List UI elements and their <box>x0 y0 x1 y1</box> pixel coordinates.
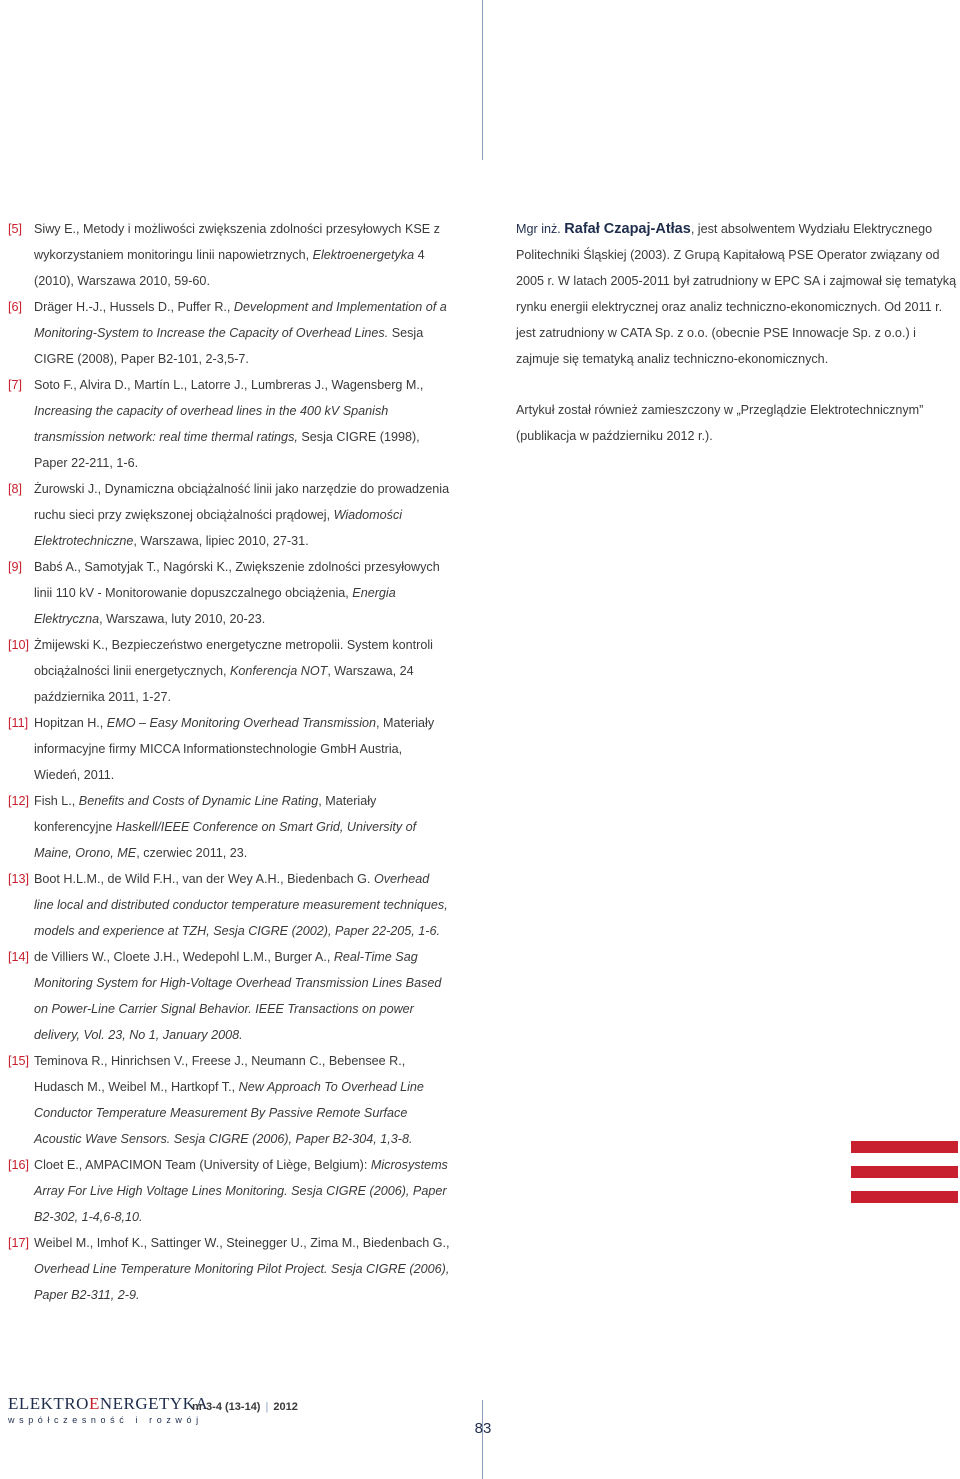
reference-text-part: , czerwiec 2011, 23. <box>136 846 248 860</box>
reference-title-italic: New Approach To Overhead Line Conductor Temperature Measurement By Passive Remote Surface Acoustic Wave Sensors. Sesja CIGRE (2006), Paper B2-304, 1,3-8. <box>34 1080 424 1146</box>
reference-item <box>8 1230 450 1308</box>
reference-item <box>8 632 450 710</box>
reference-number: [10] <box>8 638 30 652</box>
reference-number: [16] <box>8 1158 30 1172</box>
reference-number: [13] <box>8 872 30 886</box>
reference-title-italic: Energia Elektryczna <box>34 586 396 626</box>
reference-number: [9] <box>8 560 23 574</box>
reference-text <box>34 554 450 632</box>
page-number: 83 <box>474 1420 492 1437</box>
reference-number: [17] <box>8 1236 30 1250</box>
reference-text <box>34 710 450 788</box>
references-list <box>8 216 450 1308</box>
reference-text <box>34 294 450 372</box>
reference-number: [11] <box>8 716 29 730</box>
red-bar <box>851 1141 958 1153</box>
reference-title-italic: Konferencja NOT <box>230 664 328 678</box>
reference-text-part: Weibel M., Imhof K., Sattinger W., Steinegger U., Zima M., Biedenbach G., <box>34 1236 450 1250</box>
logo-e-glyph: E <box>88 1394 100 1413</box>
red-bar <box>851 1191 958 1203</box>
reference-text-part: Żmijewski K., Bezpieczeństwo energetyczne metropolii. System kontroli obciążalności linii energetycznych, <box>34 638 433 678</box>
author-title: Mgr inż. <box>516 222 561 236</box>
reference-text-part: , Materiały konferencyjne <box>34 794 377 834</box>
reference-text-part: Babś A., Samotyjak T., Nagórski K., Zwiększenie zdolności przesyłowych linii 110 kV - Monitorowanie dopuszczalnego obciążenia, <box>34 560 440 600</box>
publication-note: Artykuł został również zamieszczony w „Przeglądzie Elektrotechnicznym” (publikacja w październiku 2012 r.). <box>516 403 924 443</box>
logo-word-a: ELEKTRO <box>8 1394 89 1413</box>
reference-text-part: Boot H.L.M., de Wild F.H., van der Wey A.H., Biedenbach G. <box>34 872 374 886</box>
author-bio-text: , jest absolwentem Wydziału Elektrycznego Politechniki Śląskiej (2003). Z Grupą Kapitałową PSE Operator związany od 2005 r. W latach 2005-2011 był zatrudniony w EPC SA i zajmował się tematyką rynku energii elektrycznej oraz analiz techniczno-ekonomicznych. Od 2011 r. jest zatrudniony w CATA Sp. z o.o. (obecnie PSE Innowacje Sp. z o.o.) i zajmuje się tematyką analiz techniczno-ekonomicznych. <box>516 222 957 366</box>
reference-text-part: Fish L., <box>34 794 79 808</box>
reference-text-part: , Materiały informacyjne firmy MICCA Informationstechnologie GmbH Austria, Wiedeń, 2011. <box>34 716 435 782</box>
reference-item <box>8 554 450 632</box>
reference-title-italic: Real-Time Sag Monitoring System for High-Voltage Overhead Transmission Lines Based on Power-Line Carrier Signal Behavior. IEEE Transactions on power delivery, Vol. 23, No 1, January 2008. <box>34 950 442 1042</box>
reference-number: [12] <box>8 794 30 808</box>
reference-title-italic: Increasing the capacity of overhead lines in the 400 kV Spanish transmission network: real time thermal ratings, <box>34 404 389 444</box>
reference-text <box>34 372 450 476</box>
reference-text-part: , Warszawa, lipiec 2010, 27-31. <box>133 534 309 548</box>
reference-text <box>34 1152 450 1230</box>
reference-number: [15] <box>8 1054 30 1068</box>
reference-text <box>34 476 450 554</box>
reference-text-part: 4 (2010), Warszawa 2010, 59-60. <box>34 248 425 288</box>
red-bar <box>851 1166 958 1178</box>
journal-logo <box>8 1394 208 1425</box>
reference-title-italic: Overhead line local and distributed conductor temperature measurement techniques, models and experience at TZH, Sesja CIGRE (2002), Paper 22-205, 1-6. <box>34 872 448 938</box>
reference-text <box>34 216 450 294</box>
reference-text-part: Hopitzan H., <box>34 716 107 730</box>
reference-text-part: Cloet E., AMPACIMON Team (University of Liège, Belgium): <box>34 1158 371 1172</box>
reference-item <box>8 476 450 554</box>
reference-item <box>8 788 450 866</box>
reference-title-italic: Elektroenergetyka <box>312 248 415 262</box>
reference-text <box>34 1048 450 1152</box>
reference-title-italic: Wiadomości Elektrotechniczne <box>34 508 403 548</box>
issue-info <box>192 1401 298 1413</box>
reference-text <box>34 632 450 710</box>
reference-text-part: Sesja CIGRE (1998), Paper 22-211, 1-6. <box>34 430 420 470</box>
reference-text <box>34 1230 450 1308</box>
reference-title-italic: Microsystems Array For Live High Voltage Lines Monitoring. Sesja CIGRE (2006), Paper B2-302, 1-4,6-8,10. <box>34 1158 448 1224</box>
reference-text-part: Teminova R., Hinrichsen V., Freese J., Neumann C., Bebensee R., Hudasch M., Weibel M., Hartkopf T., <box>34 1054 406 1094</box>
reference-text-part: Dräger H.-J., Hussels D., Puffer R., <box>34 300 234 314</box>
author-bio <box>516 216 958 372</box>
reference-item <box>8 944 450 1048</box>
decorative-red-bars <box>851 1141 958 1216</box>
reference-number: [6] <box>8 300 23 314</box>
reference-item <box>8 1048 450 1152</box>
reference-number: [7] <box>8 378 23 392</box>
issue-separator: | <box>265 1401 269 1413</box>
reference-item <box>8 294 450 372</box>
reference-number: [8] <box>8 482 23 496</box>
column-divider-bottom <box>482 1400 483 1479</box>
issue-number: nr 3-4 (13-14) <box>192 1401 261 1413</box>
author-name: Rafał Czapaj-Atłas <box>564 221 691 237</box>
reference-title-italic: EMO – Easy Monitoring Overhead Transmission <box>106 716 377 730</box>
reference-item <box>8 1152 450 1230</box>
reference-title-italic: Benefits and Costs of Dynamic Line Rating <box>78 794 319 808</box>
logo-word-b: NERGETYKA <box>99 1394 209 1413</box>
reference-text-part: , Warszawa, luty 2010, 20-23. <box>99 612 266 626</box>
reference-item <box>8 216 450 294</box>
issue-year: 2012 <box>273 1401 298 1413</box>
reference-text <box>34 866 450 944</box>
reference-number: [5] <box>8 222 23 236</box>
column-divider-top <box>482 0 483 160</box>
reference-text-part: de Villiers W., Cloete J.H., Wedepohl L.M., Burger A., <box>34 950 334 964</box>
reference-title-italic: Overhead Line Temperature Monitoring Pilot Project. Sesja CIGRE (2006), Paper B2-311, 2-9. <box>34 1262 450 1302</box>
reference-title-italic: Development and Implementation of a Monitoring-System to Increase the Capacity of Overhead Lines. <box>34 300 447 340</box>
logo-tagline: współczesność i rozwój <box>8 1415 203 1425</box>
reference-item <box>8 372 450 476</box>
reference-title-italic: Haskell/IEEE Conference on Smart Grid, University of Maine, Orono, ME <box>34 820 417 860</box>
reference-text-part: Soto F., Alvira D., Martín L., Latorre J., Lumbreras J., Wagensberg M., <box>34 378 424 392</box>
reference-number: [14] <box>8 950 30 964</box>
reference-item <box>8 866 450 944</box>
reference-text <box>34 944 450 1048</box>
reference-text-part: Żurowski J., Dynamiczna obciążalność linii jako narzędzie do prowadzenia ruchu sieci przy zwiększonej obciążalności prądowej, <box>34 482 450 522</box>
reference-text <box>34 788 450 866</box>
reference-item <box>8 710 450 788</box>
reference-text-part: Siwy E., Metody i możliwości zwiększenia zdolności przesyłowych KSE z wykorzystaniem monitoringu linii napowietrznych, <box>34 222 440 262</box>
reference-text-part: Sesja CIGRE (2008), Paper B2-101, 2-3,5-7. <box>34 326 424 366</box>
reference-text-part: , Warszawa, 24 października 2011, 1-27. <box>34 664 414 704</box>
